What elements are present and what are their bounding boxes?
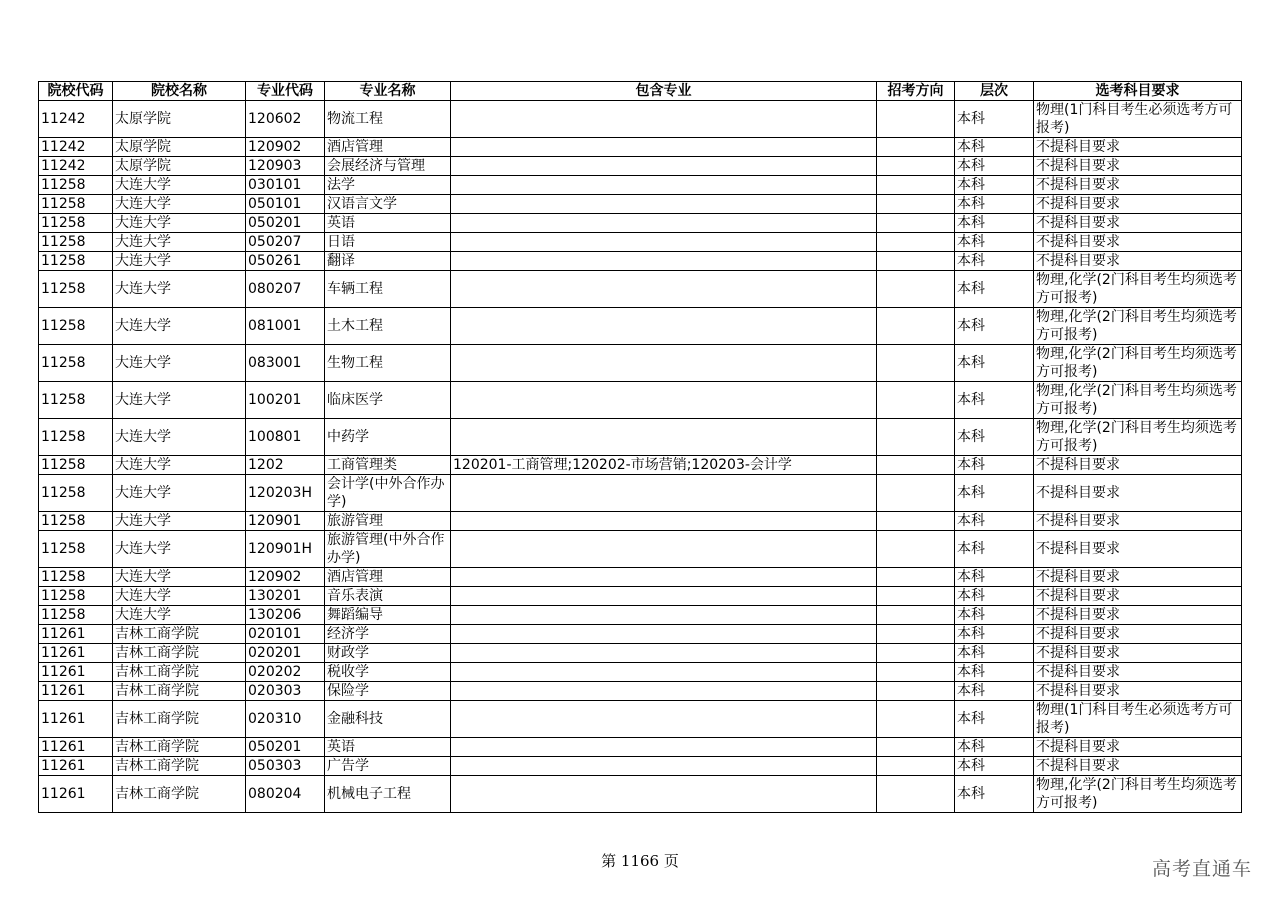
cell-included-majors bbox=[451, 345, 877, 382]
header-level: 层次 bbox=[955, 82, 1034, 101]
table-row bbox=[39, 233, 1242, 252]
cell-included-majors bbox=[451, 382, 877, 419]
cell-subject-requirement: 不提科目要求 bbox=[1034, 663, 1242, 682]
cell-subject-requirement: 不提科目要求 bbox=[1034, 512, 1242, 531]
table-row bbox=[39, 157, 1242, 176]
cell-subject-requirement: 不提科目要求 bbox=[1034, 475, 1242, 512]
cell-included-majors bbox=[451, 271, 877, 308]
cell-major-code: 050201 bbox=[246, 738, 325, 757]
cell-major-code: 120903 bbox=[246, 157, 325, 176]
cell-included-majors bbox=[451, 138, 877, 157]
cell-school-code: 11258 bbox=[39, 568, 113, 587]
cell-school-name: 吉林工商学院 bbox=[113, 663, 246, 682]
cell-subject-requirement: 不提科目要求 bbox=[1034, 625, 1242, 644]
cell-included-majors bbox=[451, 233, 877, 252]
cell-major-name: 会计学(中外合作办学) bbox=[325, 475, 451, 512]
cell-school-code: 11261 bbox=[39, 644, 113, 663]
table-row bbox=[39, 682, 1242, 701]
cell-major-code: 080204 bbox=[246, 776, 325, 813]
cell-school-code: 11261 bbox=[39, 701, 113, 738]
cell-level: 本科 bbox=[955, 101, 1034, 138]
cell-subject-requirement: 不提科目要求 bbox=[1034, 456, 1242, 475]
cell-direction bbox=[877, 587, 955, 606]
cell-level: 本科 bbox=[955, 214, 1034, 233]
cell-level: 本科 bbox=[955, 682, 1034, 701]
cell-level: 本科 bbox=[955, 738, 1034, 757]
cell-subject-requirement: 不提科目要求 bbox=[1034, 531, 1242, 568]
cell-school-code: 11258 bbox=[39, 382, 113, 419]
cell-level: 本科 bbox=[955, 176, 1034, 195]
table-row bbox=[39, 271, 1242, 308]
cell-subject-requirement: 不提科目要求 bbox=[1034, 233, 1242, 252]
table-row bbox=[39, 587, 1242, 606]
cell-major-name: 音乐表演 bbox=[325, 587, 451, 606]
cell-level: 本科 bbox=[955, 701, 1034, 738]
cell-direction bbox=[877, 663, 955, 682]
cell-school-code: 11258 bbox=[39, 345, 113, 382]
cell-school-code: 11258 bbox=[39, 531, 113, 568]
cell-subject-requirement: 物理(1门科目考生必须选考方可报考) bbox=[1034, 701, 1242, 738]
cell-subject-requirement: 物理,化学(2门科目考生均须选考方可报考) bbox=[1034, 271, 1242, 308]
cell-major-code: 030101 bbox=[246, 176, 325, 195]
table-row bbox=[39, 568, 1242, 587]
cell-school-code: 11258 bbox=[39, 233, 113, 252]
watermark: 高考直通车 bbox=[1151, 858, 1252, 880]
cell-subject-requirement: 不提科目要求 bbox=[1034, 214, 1242, 233]
cell-direction bbox=[877, 512, 955, 531]
cell-major-code: 1202 bbox=[246, 456, 325, 475]
page-number: 第 1166 页 bbox=[601, 852, 679, 870]
cell-direction bbox=[877, 776, 955, 813]
table-row bbox=[39, 475, 1242, 512]
cell-school-code: 11242 bbox=[39, 138, 113, 157]
cell-level: 本科 bbox=[955, 625, 1034, 644]
table-row bbox=[39, 663, 1242, 682]
cell-major-code: 050207 bbox=[246, 233, 325, 252]
cell-subject-requirement: 不提科目要求 bbox=[1034, 176, 1242, 195]
cell-level: 本科 bbox=[955, 308, 1034, 345]
cell-included-majors bbox=[451, 568, 877, 587]
cell-subject-requirement: 不提科目要求 bbox=[1034, 606, 1242, 625]
cell-direction bbox=[877, 271, 955, 308]
table-row bbox=[39, 701, 1242, 738]
cell-level: 本科 bbox=[955, 233, 1034, 252]
cell-direction bbox=[877, 157, 955, 176]
cell-major-code: 020201 bbox=[246, 644, 325, 663]
cell-direction bbox=[877, 738, 955, 757]
cell-school-name: 吉林工商学院 bbox=[113, 757, 246, 776]
cell-level: 本科 bbox=[955, 757, 1034, 776]
cell-direction bbox=[877, 475, 955, 512]
cell-school-name: 吉林工商学院 bbox=[113, 738, 246, 757]
cell-direction bbox=[877, 456, 955, 475]
cell-included-majors bbox=[451, 663, 877, 682]
cell-school-name: 吉林工商学院 bbox=[113, 644, 246, 663]
cell-major-code: 120902 bbox=[246, 138, 325, 157]
cell-school-code: 11258 bbox=[39, 308, 113, 345]
cell-major-name: 会展经济与管理 bbox=[325, 157, 451, 176]
cell-school-code: 11242 bbox=[39, 157, 113, 176]
cell-school-code: 11258 bbox=[39, 606, 113, 625]
cell-included-majors bbox=[451, 606, 877, 625]
cell-subject-requirement: 不提科目要求 bbox=[1034, 738, 1242, 757]
cell-level: 本科 bbox=[955, 475, 1034, 512]
cell-school-code: 11261 bbox=[39, 682, 113, 701]
cell-level: 本科 bbox=[955, 345, 1034, 382]
admission-table bbox=[38, 81, 1242, 813]
table-body bbox=[39, 101, 1242, 813]
cell-major-name: 旅游管理 bbox=[325, 512, 451, 531]
header-major-name: 专业名称 bbox=[325, 82, 451, 101]
cell-level: 本科 bbox=[955, 644, 1034, 663]
cell-school-code: 11258 bbox=[39, 456, 113, 475]
table-row bbox=[39, 138, 1242, 157]
cell-school-code: 11261 bbox=[39, 625, 113, 644]
table-row bbox=[39, 644, 1242, 663]
header-included-majors: 包含专业 bbox=[451, 82, 877, 101]
cell-school-name: 太原学院 bbox=[113, 157, 246, 176]
cell-direction bbox=[877, 701, 955, 738]
cell-major-name: 旅游管理(中外合作办学) bbox=[325, 531, 451, 568]
cell-major-code: 020101 bbox=[246, 625, 325, 644]
cell-school-name: 大连大学 bbox=[113, 456, 246, 475]
table-row bbox=[39, 214, 1242, 233]
cell-major-name: 英语 bbox=[325, 738, 451, 757]
cell-major-name: 车辆工程 bbox=[325, 271, 451, 308]
cell-major-code: 120901H bbox=[246, 531, 325, 568]
cell-subject-requirement: 物理,化学(2门科目考生均须选考方可报考) bbox=[1034, 382, 1242, 419]
cell-major-name: 财政学 bbox=[325, 644, 451, 663]
cell-school-name: 大连大学 bbox=[113, 587, 246, 606]
cell-direction bbox=[877, 625, 955, 644]
table-row bbox=[39, 512, 1242, 531]
table-row bbox=[39, 195, 1242, 214]
cell-subject-requirement: 不提科目要求 bbox=[1034, 195, 1242, 214]
cell-included-majors bbox=[451, 214, 877, 233]
cell-school-code: 11261 bbox=[39, 663, 113, 682]
cell-level: 本科 bbox=[955, 138, 1034, 157]
cell-included-majors bbox=[451, 738, 877, 757]
cell-school-name: 大连大学 bbox=[113, 308, 246, 345]
cell-school-code: 11258 bbox=[39, 512, 113, 531]
cell-included-majors bbox=[451, 252, 877, 271]
cell-school-name: 太原学院 bbox=[113, 138, 246, 157]
cell-direction bbox=[877, 382, 955, 419]
cell-school-code: 11261 bbox=[39, 776, 113, 813]
cell-school-name: 大连大学 bbox=[113, 382, 246, 419]
cell-school-name: 大连大学 bbox=[113, 195, 246, 214]
cell-included-majors bbox=[451, 531, 877, 568]
cell-major-name: 舞蹈编导 bbox=[325, 606, 451, 625]
cell-included-majors bbox=[451, 757, 877, 776]
cell-major-name: 酒店管理 bbox=[325, 568, 451, 587]
cell-major-code: 050303 bbox=[246, 757, 325, 776]
cell-major-name: 机械电子工程 bbox=[325, 776, 451, 813]
cell-major-name: 法学 bbox=[325, 176, 451, 195]
cell-school-code: 11258 bbox=[39, 475, 113, 512]
cell-major-code: 100201 bbox=[246, 382, 325, 419]
cell-major-code: 083001 bbox=[246, 345, 325, 382]
cell-school-name: 大连大学 bbox=[113, 606, 246, 625]
cell-included-majors bbox=[451, 587, 877, 606]
header-school-code: 院校代码 bbox=[39, 82, 113, 101]
cell-included-majors bbox=[451, 644, 877, 663]
cell-level: 本科 bbox=[955, 663, 1034, 682]
cell-school-name: 大连大学 bbox=[113, 512, 246, 531]
cell-major-name: 工商管理类 bbox=[325, 456, 451, 475]
cell-school-name: 大连大学 bbox=[113, 252, 246, 271]
cell-school-name: 大连大学 bbox=[113, 271, 246, 308]
cell-major-code: 120602 bbox=[246, 101, 325, 138]
cell-school-code: 11258 bbox=[39, 419, 113, 456]
cell-major-name: 物流工程 bbox=[325, 101, 451, 138]
cell-direction bbox=[877, 214, 955, 233]
cell-major-code: 130206 bbox=[246, 606, 325, 625]
cell-major-code: 120902 bbox=[246, 568, 325, 587]
cell-included-majors bbox=[451, 475, 877, 512]
table-row bbox=[39, 456, 1242, 475]
table-row bbox=[39, 101, 1242, 138]
cell-school-name: 吉林工商学院 bbox=[113, 776, 246, 813]
cell-major-code: 081001 bbox=[246, 308, 325, 345]
cell-major-name: 酒店管理 bbox=[325, 138, 451, 157]
cell-level: 本科 bbox=[955, 606, 1034, 625]
cell-level: 本科 bbox=[955, 587, 1034, 606]
cell-school-name: 大连大学 bbox=[113, 419, 246, 456]
cell-subject-requirement: 物理,化学(2门科目考生均须选考方可报考) bbox=[1034, 308, 1242, 345]
cell-subject-requirement: 物理,化学(2门科目考生均须选考方可报考) bbox=[1034, 419, 1242, 456]
table-row bbox=[39, 345, 1242, 382]
cell-level: 本科 bbox=[955, 419, 1034, 456]
table-row bbox=[39, 757, 1242, 776]
cell-school-code: 11258 bbox=[39, 176, 113, 195]
header-row bbox=[39, 82, 1242, 101]
cell-major-name: 广告学 bbox=[325, 757, 451, 776]
cell-included-majors bbox=[451, 776, 877, 813]
cell-direction bbox=[877, 101, 955, 138]
cell-direction bbox=[877, 644, 955, 663]
cell-major-name: 保险学 bbox=[325, 682, 451, 701]
cell-included-majors bbox=[451, 157, 877, 176]
cell-major-name: 生物工程 bbox=[325, 345, 451, 382]
cell-major-code: 080207 bbox=[246, 271, 325, 308]
cell-direction bbox=[877, 252, 955, 271]
cell-major-code: 130201 bbox=[246, 587, 325, 606]
cell-direction bbox=[877, 308, 955, 345]
cell-level: 本科 bbox=[955, 382, 1034, 419]
cell-direction bbox=[877, 682, 955, 701]
cell-subject-requirement: 不提科目要求 bbox=[1034, 252, 1242, 271]
table-row bbox=[39, 776, 1242, 813]
cell-level: 本科 bbox=[955, 568, 1034, 587]
table-row bbox=[39, 606, 1242, 625]
cell-major-name: 土木工程 bbox=[325, 308, 451, 345]
cell-major-code: 020202 bbox=[246, 663, 325, 682]
table-row bbox=[39, 252, 1242, 271]
cell-direction bbox=[877, 138, 955, 157]
cell-included-majors bbox=[451, 682, 877, 701]
table-row bbox=[39, 419, 1242, 456]
cell-major-name: 翻译 bbox=[325, 252, 451, 271]
table-row bbox=[39, 625, 1242, 644]
cell-major-code: 050201 bbox=[246, 214, 325, 233]
cell-level: 本科 bbox=[955, 157, 1034, 176]
cell-school-name: 大连大学 bbox=[113, 568, 246, 587]
cell-school-name: 吉林工商学院 bbox=[113, 625, 246, 644]
cell-school-name: 大连大学 bbox=[113, 345, 246, 382]
cell-school-code: 11261 bbox=[39, 757, 113, 776]
cell-major-code: 050261 bbox=[246, 252, 325, 271]
cell-included-majors bbox=[451, 195, 877, 214]
cell-direction bbox=[877, 419, 955, 456]
cell-included-majors: 120201-工商管理;120202-市场营销;120203-会计学 bbox=[451, 456, 877, 475]
cell-included-majors bbox=[451, 419, 877, 456]
cell-school-name: 吉林工商学院 bbox=[113, 682, 246, 701]
cell-school-name: 大连大学 bbox=[113, 176, 246, 195]
cell-direction bbox=[877, 176, 955, 195]
cell-school-name: 大连大学 bbox=[113, 233, 246, 252]
cell-major-name: 中药学 bbox=[325, 419, 451, 456]
cell-major-name: 汉语言文学 bbox=[325, 195, 451, 214]
cell-included-majors bbox=[451, 176, 877, 195]
cell-level: 本科 bbox=[955, 531, 1034, 568]
cell-school-name: 太原学院 bbox=[113, 101, 246, 138]
cell-direction bbox=[877, 531, 955, 568]
cell-subject-requirement: 物理,化学(2门科目考生均须选考方可报考) bbox=[1034, 776, 1242, 813]
table-row bbox=[39, 382, 1242, 419]
cell-direction bbox=[877, 345, 955, 382]
header-subject-requirement: 选考科目要求 bbox=[1034, 82, 1242, 101]
cell-major-name: 金融科技 bbox=[325, 701, 451, 738]
table-row bbox=[39, 176, 1242, 195]
cell-major-name: 英语 bbox=[325, 214, 451, 233]
cell-included-majors bbox=[451, 308, 877, 345]
cell-school-code: 11258 bbox=[39, 587, 113, 606]
cell-level: 本科 bbox=[955, 271, 1034, 308]
cell-school-name: 大连大学 bbox=[113, 214, 246, 233]
cell-level: 本科 bbox=[955, 776, 1034, 813]
cell-school-name: 吉林工商学院 bbox=[113, 701, 246, 738]
cell-subject-requirement: 物理,化学(2门科目考生均须选考方可报考) bbox=[1034, 345, 1242, 382]
cell-major-code: 120203H bbox=[246, 475, 325, 512]
cell-level: 本科 bbox=[955, 252, 1034, 271]
table-row bbox=[39, 738, 1242, 757]
cell-major-code: 020310 bbox=[246, 701, 325, 738]
cell-subject-requirement: 不提科目要求 bbox=[1034, 138, 1242, 157]
cell-major-name: 经济学 bbox=[325, 625, 451, 644]
cell-school-code: 11258 bbox=[39, 214, 113, 233]
cell-school-code: 11258 bbox=[39, 252, 113, 271]
cell-school-code: 11242 bbox=[39, 101, 113, 138]
cell-school-name: 大连大学 bbox=[113, 475, 246, 512]
cell-direction bbox=[877, 757, 955, 776]
cell-major-code: 100801 bbox=[246, 419, 325, 456]
header-direction: 招考方向 bbox=[877, 82, 955, 101]
cell-subject-requirement: 不提科目要求 bbox=[1034, 757, 1242, 776]
table-row bbox=[39, 531, 1242, 568]
cell-direction bbox=[877, 568, 955, 587]
cell-school-code: 11258 bbox=[39, 271, 113, 308]
cell-school-code: 11261 bbox=[39, 738, 113, 757]
cell-direction bbox=[877, 233, 955, 252]
cell-level: 本科 bbox=[955, 456, 1034, 475]
cell-direction bbox=[877, 195, 955, 214]
table-row bbox=[39, 308, 1242, 345]
cell-major-name: 日语 bbox=[325, 233, 451, 252]
cell-major-name: 税收学 bbox=[325, 663, 451, 682]
cell-major-name: 临床医学 bbox=[325, 382, 451, 419]
cell-major-code: 020303 bbox=[246, 682, 325, 701]
cell-included-majors bbox=[451, 701, 877, 738]
header-major-code: 专业代码 bbox=[246, 82, 325, 101]
cell-subject-requirement: 不提科目要求 bbox=[1034, 587, 1242, 606]
cell-subject-requirement: 不提科目要求 bbox=[1034, 157, 1242, 176]
cell-included-majors bbox=[451, 101, 877, 138]
cell-school-name: 大连大学 bbox=[113, 531, 246, 568]
cell-major-code: 120901 bbox=[246, 512, 325, 531]
cell-subject-requirement: 物理(1门科目考生必须选考方可报考) bbox=[1034, 101, 1242, 138]
cell-included-majors bbox=[451, 512, 877, 531]
cell-school-code: 11258 bbox=[39, 195, 113, 214]
cell-subject-requirement: 不提科目要求 bbox=[1034, 644, 1242, 663]
cell-level: 本科 bbox=[955, 512, 1034, 531]
cell-major-code: 050101 bbox=[246, 195, 325, 214]
header-school-name: 院校名称 bbox=[113, 82, 246, 101]
cell-direction bbox=[877, 606, 955, 625]
cell-subject-requirement: 不提科目要求 bbox=[1034, 568, 1242, 587]
cell-subject-requirement: 不提科目要求 bbox=[1034, 682, 1242, 701]
cell-included-majors bbox=[451, 625, 877, 644]
cell-level: 本科 bbox=[955, 195, 1034, 214]
